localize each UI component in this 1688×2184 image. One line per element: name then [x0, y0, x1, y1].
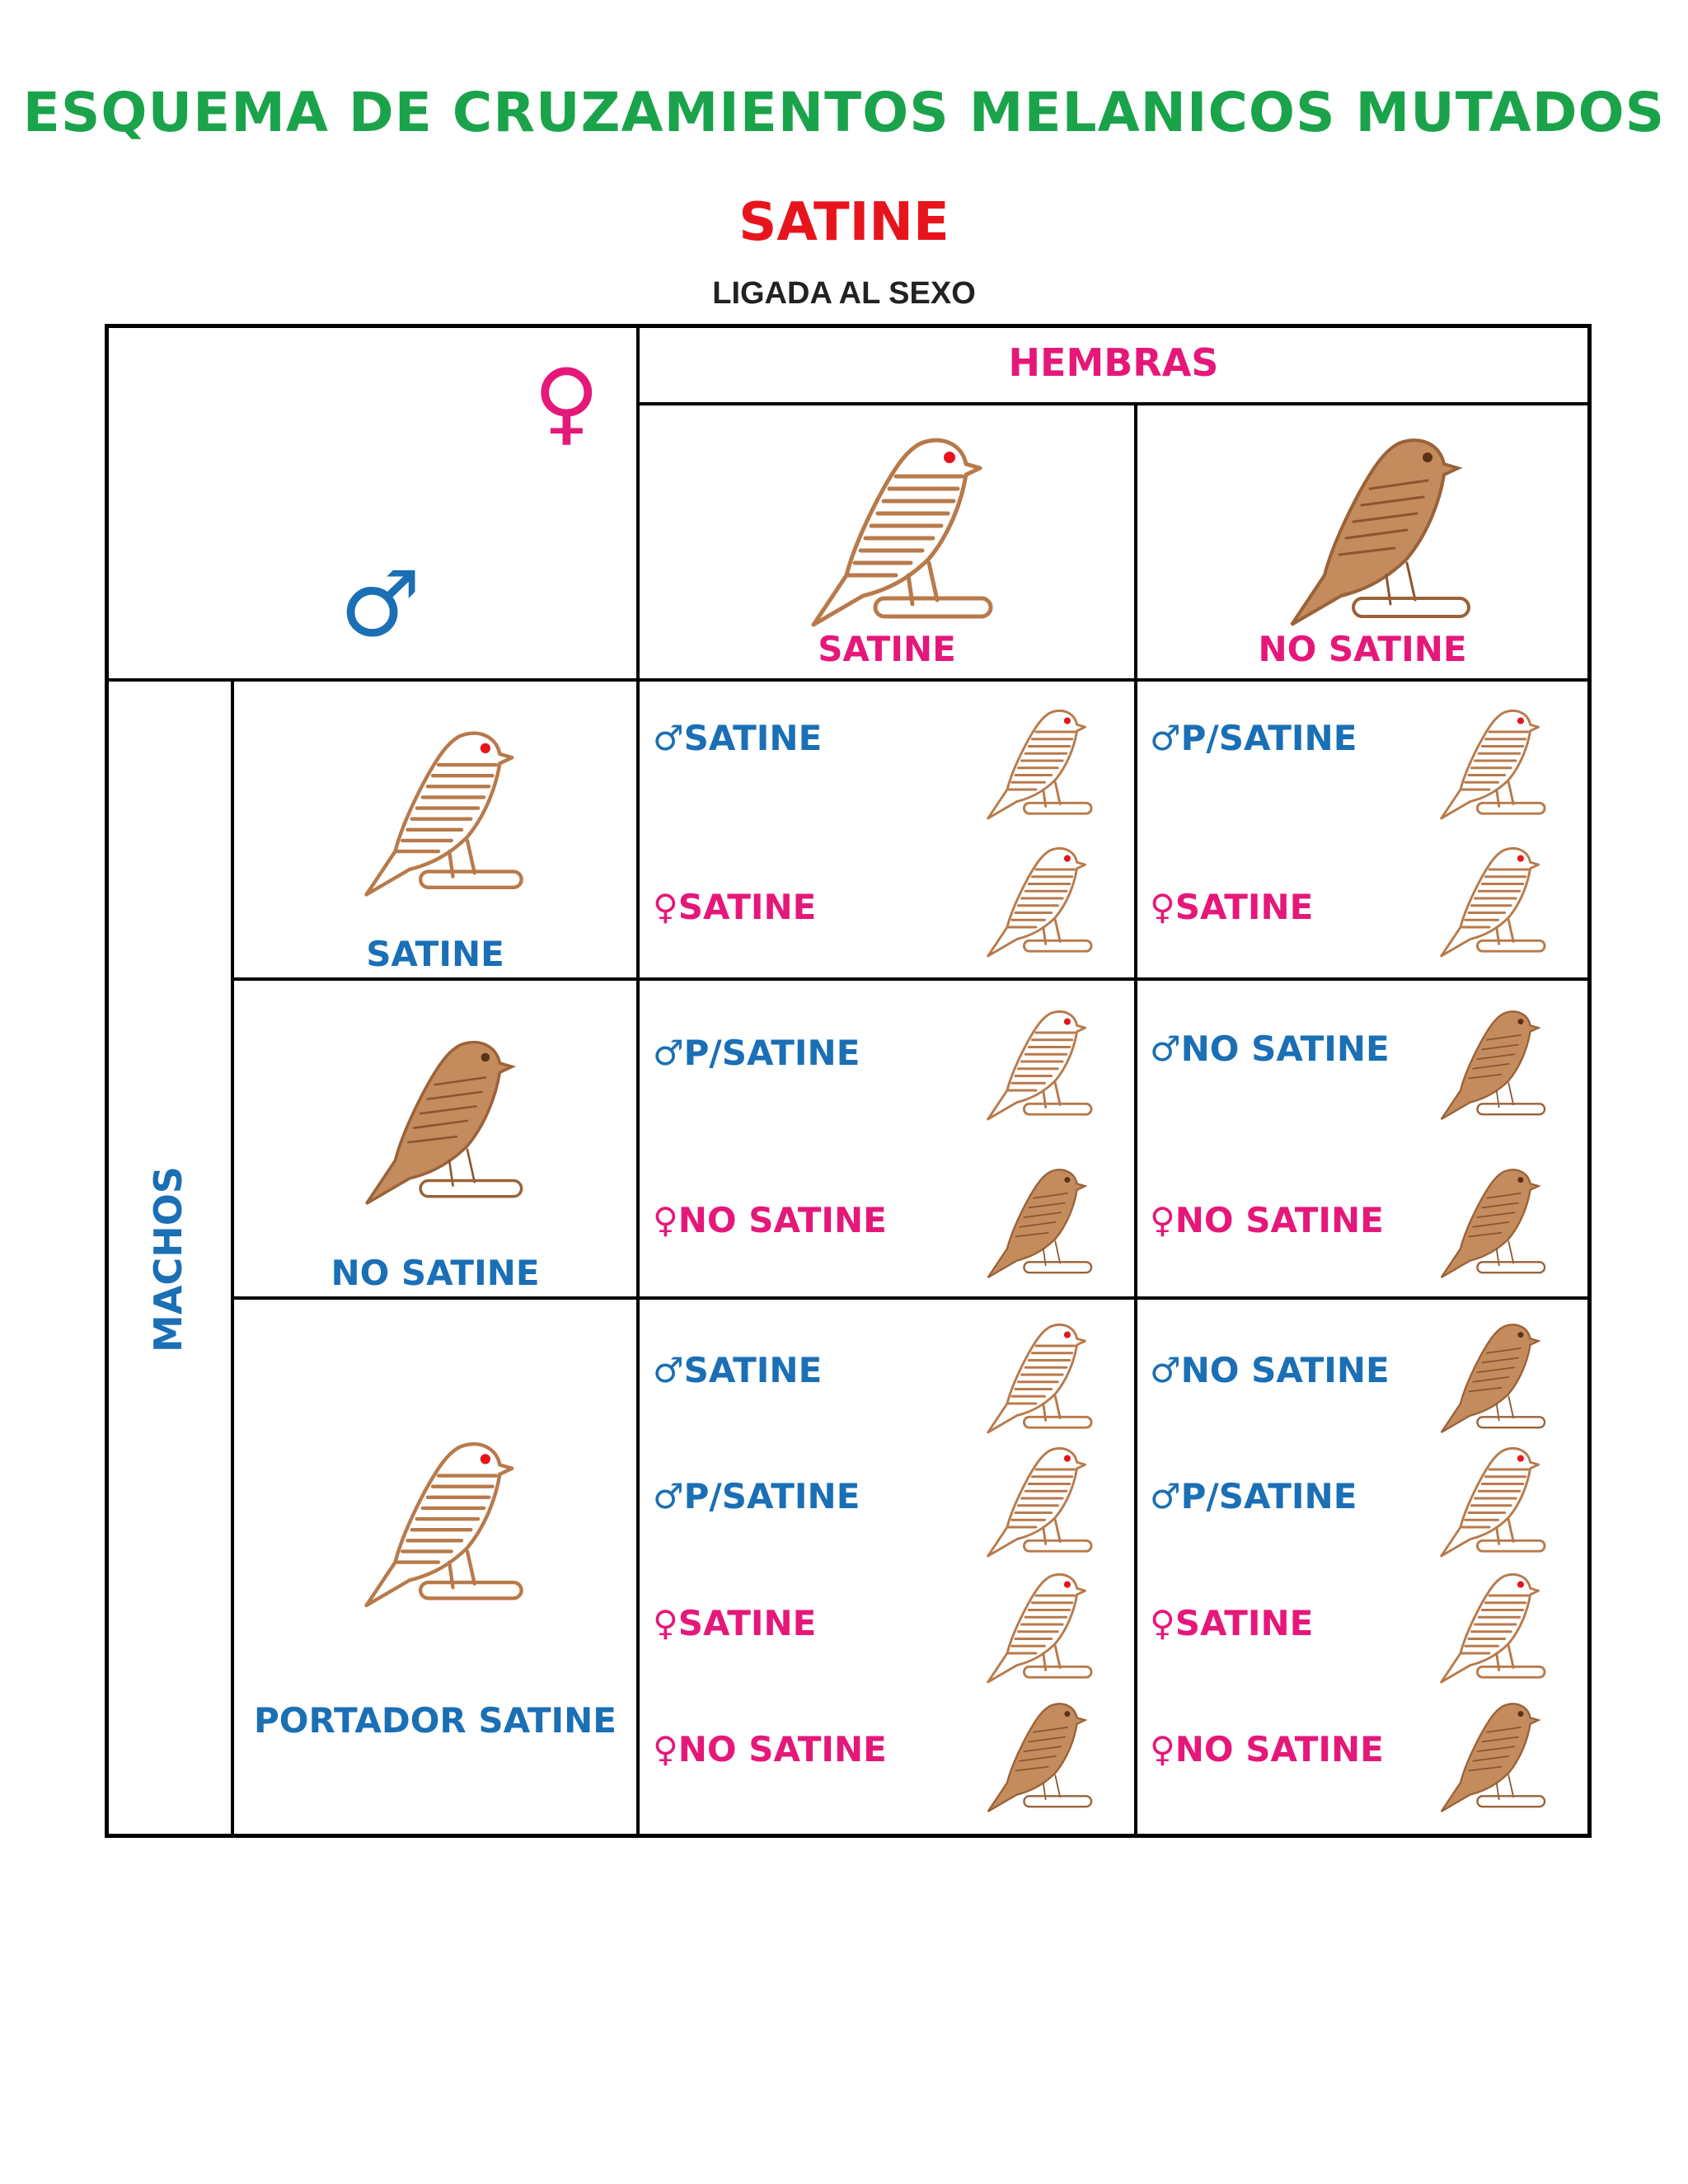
male-carrier-bird-icon [352, 1416, 525, 1622]
offspring-bird-icon [1432, 1558, 1547, 1690]
female-column-satine: SATINE [818, 629, 956, 669]
males-header: MACHOS [146, 1166, 190, 1352]
male-symbol-icon: ♂ [340, 551, 421, 657]
offspring-label: ♂P/SATINE [653, 1476, 860, 1516]
offspring-label: ♂P/SATINE [653, 1033, 860, 1073]
offspring-label: ♀NO SATINE [653, 1729, 887, 1769]
offspring-bird-icon [1432, 1684, 1547, 1824]
divider [636, 402, 1592, 405]
divider [231, 1296, 1592, 1300]
offspring-label: ♀NO SATINE [1150, 1729, 1384, 1769]
divider [105, 678, 1592, 682]
offspring-bird-icon [978, 991, 1094, 1132]
offspring-bird-icon [978, 1432, 1094, 1564]
offspring-label: ♀SATINE [1150, 887, 1314, 927]
male-row-satine: SATINE [366, 934, 504, 974]
offspring-bird-icon [978, 1558, 1094, 1690]
border-bottom [105, 1834, 1592, 1838]
offspring-bird-icon [1432, 1432, 1547, 1564]
border-left [105, 324, 109, 1838]
offspring-label: ♂NO SATINE [1150, 1350, 1390, 1390]
female-column-no-satine: NO SATINE [1258, 629, 1467, 669]
offspring-bird-icon [1432, 1150, 1547, 1290]
male-row-no-satine: NO SATINE [331, 1253, 540, 1293]
offspring-bird-icon [978, 1309, 1094, 1441]
offspring-bird-icon [1432, 991, 1547, 1132]
cross-table [105, 324, 1592, 1838]
male-satine-bird-icon [352, 711, 525, 905]
offspring-label: ♂P/SATINE [1150, 718, 1357, 758]
offspring-label: ♀SATINE [653, 887, 817, 927]
divider [1134, 402, 1137, 1838]
divider [231, 977, 1592, 981]
females-header: HEMBRAS [1008, 340, 1219, 385]
mutation-title: SATINE [738, 192, 950, 253]
divider [636, 324, 640, 1838]
offspring-label: ♂P/SATINE [1150, 1476, 1357, 1516]
female-no-satine-bird-icon [1275, 419, 1473, 633]
offspring-bird-icon [1432, 828, 1547, 968]
female-satine-bird-icon [797, 419, 995, 633]
offspring-label: ♂SATINE [653, 1350, 823, 1390]
page-title: ESQUEMA DE CRUZAMIENTOS MELANICOS MUTADOS [22, 81, 1666, 144]
offspring-bird-icon [1432, 1309, 1547, 1441]
offspring-label: ♀SATINE [1150, 1603, 1314, 1643]
offspring-bird-icon [978, 691, 1094, 831]
offspring-label: ♀NO SATINE [653, 1200, 887, 1240]
offspring-bird-icon [978, 1684, 1094, 1824]
offspring-bird-icon [978, 828, 1094, 968]
border-top [105, 324, 1592, 328]
inheritance-subtitle: LIGADA AL SEXO [712, 276, 976, 311]
offspring-bird-icon [978, 1150, 1094, 1290]
offspring-label: ♂SATINE [653, 718, 823, 758]
border-right [1587, 324, 1592, 1838]
male-no-satine-bird-icon [352, 1020, 525, 1214]
male-row-carrier: PORTADOR SATINE [254, 1700, 617, 1741]
offspring-label: ♀SATINE [653, 1603, 817, 1643]
female-symbol-icon: ♀ [533, 349, 600, 455]
offspring-label: ♂NO SATINE [1150, 1029, 1390, 1069]
offspring-bird-icon [1432, 691, 1547, 831]
offspring-label: ♀NO SATINE [1150, 1200, 1384, 1240]
